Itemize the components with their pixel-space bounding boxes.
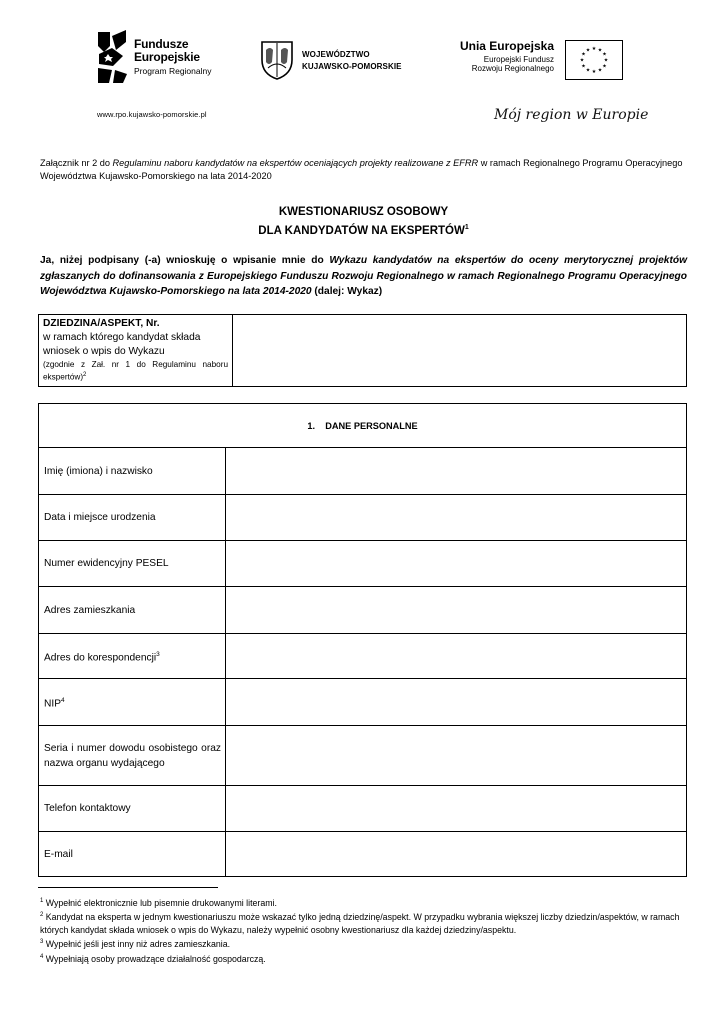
footnote-1-number: 1 — [40, 898, 44, 904]
annex-text-3: w ramach Regionalnego Programu Operacyjnego Województwa Kujawsko-Pomorskiego na lata 2014-2020 — [40, 158, 683, 181]
footnote-divider — [38, 887, 218, 888]
label-correspondence-address — [39, 634, 226, 679]
fundusze-europejskie-mark-icon — [96, 30, 130, 84]
section-title: DANE PERSONALNE — [325, 420, 418, 431]
field-phone[interactable] — [226, 786, 687, 832]
svg-text:★: ★ — [585, 67, 591, 74]
svg-text:★: ★ — [603, 57, 609, 64]
section-number: 1. — [307, 420, 316, 431]
footnote-3-number: 3 — [40, 939, 44, 946]
kujawsko-pomorskie-logo — [260, 40, 420, 80]
svg-text:★: ★ — [585, 47, 591, 54]
label-pesel: Numer ewidencyjny PESEL — [39, 541, 226, 587]
svg-text:★: ★ — [581, 51, 586, 58]
footnote-4-text: Wypełniają osoby prowadzące działalność gospodarczą. — [43, 953, 266, 964]
footnote-3-text: Wypełnić jeśli jest inny niż adres zamieszkania. — [43, 939, 231, 950]
footnote-4-number: 4 — [40, 953, 44, 960]
domain-label-normal: w ramach którego kandydat składa wniosek o wpis do Wykazu — [43, 332, 201, 357]
form-title — [40, 205, 687, 239]
field-email[interactable] — [226, 832, 687, 877]
label-birth-date-place: Data i miejsce urodzenia — [39, 495, 226, 541]
label-nip-text: NIP — [44, 698, 61, 710]
footnote-2 — [40, 909, 690, 936]
footnote-ref-4: 4 — [60, 696, 65, 704]
slogan-signature — [492, 100, 649, 131]
field-nip[interactable] — [226, 679, 687, 726]
svg-text:★: ★ — [581, 63, 586, 70]
label-id-document: Seria i numer dowodu osobistego oraz nazwa organu wydającego — [39, 726, 226, 786]
form-title-line1: KWESTIONARIUSZ OSOBOWY — [278, 206, 449, 218]
annex-text-1: Załącznik nr 2 do — [40, 158, 113, 168]
svg-text:★: ★ — [602, 63, 607, 70]
footnote-1 — [40, 895, 690, 909]
svg-text:★: ★ — [591, 69, 597, 75]
label-full-name: Imię (imiona) i nazwisko — [39, 448, 226, 495]
annex-note — [40, 157, 687, 183]
footnote-ref-1: 1 — [464, 224, 469, 231]
footnote-4 — [40, 951, 690, 965]
eu-flag-icon — [565, 40, 623, 80]
slogan-script-icon — [492, 100, 649, 126]
coat-of-arms-icon — [260, 40, 294, 80]
field-id-document[interactable] — [226, 726, 687, 786]
label-correspondence-address-text: Adres do korespondencji — [44, 652, 157, 664]
footnote-ref-2: 2 — [83, 372, 87, 378]
svg-text:★: ★ — [597, 47, 603, 54]
domain-label-cell — [39, 315, 233, 387]
website-url: www.rpo.kujawsko-pomorskie.pl — [97, 110, 207, 119]
footnote-2-number: 2 — [40, 912, 44, 919]
slogan-text: Mój region w Europie — [494, 107, 649, 123]
declaration-part-3: (dalej: Wykaz) — [311, 286, 383, 297]
fe-logo-line1: Fundusze — [134, 37, 189, 51]
field-birth-date-place[interactable] — [226, 495, 687, 541]
label-email: E-mail — [39, 832, 226, 877]
label-home-address: Adres zamieszkania — [39, 587, 226, 634]
field-full-name[interactable] — [226, 448, 687, 495]
domain-value-field[interactable] — [233, 315, 687, 387]
fe-logo-line2: Europejskie — [134, 50, 200, 64]
field-home-address[interactable] — [226, 587, 687, 634]
svg-text:★: ★ — [597, 67, 603, 74]
ue-logo-line1: Unia Europejska — [459, 39, 554, 53]
annex-text-2: Regulaminu naboru kandydatów na ekspertów oceniających projekty realizowane z EFRR — [112, 158, 479, 168]
domain-label-bold: DZIEDZINA/ASPEKT, Nr. — [43, 318, 160, 329]
fundusze-europejskie-logo — [96, 30, 236, 86]
form-title-line2 — [40, 220, 687, 239]
footnote-ref-3: 3 — [156, 650, 160, 658]
kp-logo-line2: KUJAWSKO-POMORSKIE — [302, 61, 402, 71]
label-nip — [39, 679, 226, 726]
domain-table — [38, 314, 687, 387]
svg-text:★: ★ — [602, 51, 607, 58]
svg-text:★: ★ — [591, 46, 597, 52]
footnote-3 — [40, 936, 690, 950]
footnote-1-text: Wypełnić elektronicznie lub pisemnie drukowanymi literami. — [43, 897, 277, 908]
svg-text:★: ★ — [579, 57, 585, 64]
field-pesel[interactable] — [226, 541, 687, 587]
unia-europejska-logo — [450, 40, 625, 82]
footnote-2-text: Kandydat na eksperta w jednym kwestionariuszu może wskazać tylko jedną dziedzinę/aspekt. W przypadku wybrania większej liczby dziedzin/aspektów, w ramach których kandydat składa wniosek o wpis do Wykazu, należy wypełnić osobny kwestionariusz dla każdej dziedziny/aspektu. — [40, 912, 680, 935]
field-correspondence-address[interactable] — [226, 634, 687, 679]
section-heading-personal-data — [39, 404, 687, 448]
kp-logo-line1: WOJEWÓDZTWO — [302, 50, 370, 59]
declaration-part-1: Ja, niżej podpisany (-a) wnioskuję o wpisanie mnie do — [40, 255, 330, 266]
domain-label-small-text: (zgodnie z Zał. nr 1 do Regulaminu naboru ekspertów) — [43, 360, 228, 382]
footnotes — [40, 895, 690, 965]
declaration-text — [40, 253, 687, 300]
fe-logo-line3: Program Regionalny — [134, 66, 212, 76]
ue-logo-line2: Europejski Fundusz — [483, 55, 554, 65]
label-phone: Telefon kontaktowy — [39, 786, 226, 832]
ue-logo-line3: Rozwoju Regionalnego — [471, 63, 554, 73]
domain-label-small — [43, 359, 228, 383]
form-title-line2-text: DLA KANDYDATÓW NA EKSPERTÓW — [258, 224, 465, 237]
personal-data-table — [38, 403, 687, 877]
declaration-part-2: Wykazu kandydatów na ekspertów do oceny merytorycznej projektów zgłaszanych do dofinansowania z Europejskiego Funduszu Rozwoju Regionalnego w ramach Regionalnego Programu Operacyjnego Województwa Kujawsko-Pomorskiego na lata 2014-2020 — [40, 255, 687, 297]
